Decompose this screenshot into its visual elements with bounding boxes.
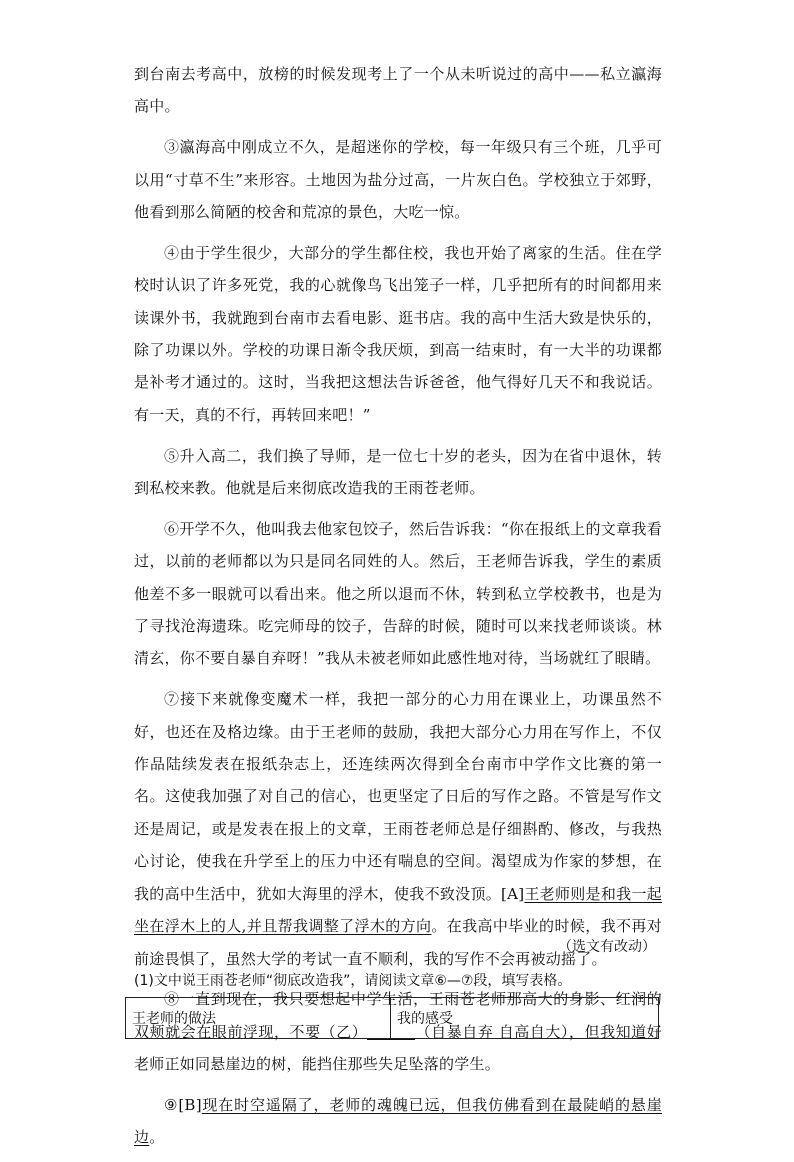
paragraph-9-text-b: 。 xyxy=(149,1128,165,1147)
paragraph-6: ⑥开学不久，他叫我去他家包饺子，然后告诉我：“你在报纸上的文章我看过，以前的老师都以为只是同名同姓的人。然后，王老师告诉我，学生的素质他差不多一眼就可以看出来。他之所以退而不休，转到私立学校教书，也是为了寻找沧海遗珠。吃完师母的饺子，告辞的时候，随时可以来找老师谈谈。林清玄，你不要自暴自弃呀！”我从未被老师如此感性地对待，当场就红了眼睛。 xyxy=(134,519,662,668)
paragraph-7 xyxy=(134,683,662,975)
table-header-my-feelings: 我的感受 xyxy=(391,998,659,1039)
underlined-sentence-a: 王老师则是和我一起坐在浮木上的人,并且帮我调整了浮木的方向 xyxy=(134,884,662,936)
paragraph-7-text-a: ⑦接下来就像变魔术一样，我把一部分的心力用在课业上，功课虽然不好，也还在及格边缘。由于王老师的鼓励，我把大部分心力用在写作上，不仅作品陆续发表在报纸杂志上，还连续两次得到全台南市中学作文比赛的第一名。这使我加强了对自己的信心，也更坚定了日后的写作之路。不管是写作文还是周记，或是发表在报上的文章，王雨苍老师总是仔细斟酌、修改，与我热心讨论，使我在升学至上的压力中还有喘息的空间。渴望成为作家的梦想，在我的高中生活中，犹如大海里的浮木，使我不致没顶。[A] xyxy=(134,690,662,903)
paragraph-7-text-b: 。在我高中毕业的时候，我不再对前途畏惧了，虽然大学的考试一直不顺利，我的写作不会再被动摇了。 xyxy=(134,917,662,968)
paragraph-8-text-a: ⑧一直到现在，我只要想起中学生活，王雨苍老师那高大的身影、红润的双颊就会在眼前浮现，不要（乙） xyxy=(134,990,662,1041)
answer-table xyxy=(125,997,659,1039)
paragraph-8-text-b: （自暴自弃 自高自大），但我知道好老师正如同悬崖边的树，能挡住那些失足坠落的学生。 xyxy=(134,1022,662,1074)
question-1: (1)文中说王雨苍老师“彻底改造我”，请阅读文章⑥—⑦段，填写表格。 xyxy=(134,973,572,989)
paragraph-9 xyxy=(134,1089,662,1154)
underlined-sentence-b: 现在时空遥隔了，老师的魂魄已远，但我仿佛看到在最陡峭的悬崖边 xyxy=(134,1095,662,1147)
paragraph-5: ⑤升入高二，我们换了导师，是一位七十岁的老头，因为在省中退休，转到私校来教。他就是后来彻底改造我的王雨苍老师。 xyxy=(134,446,662,498)
paragraph-3: ③瀛海高中刚成立不久，是超迷你的学校，每一年级只有三个班，几乎可以用“寸草不生”来形容。土地因为盐分过高，一片灰白色。学校独立于郊野，他看到那么简陋的校舍和荒凉的景色，大吃一惊。 xyxy=(134,138,662,222)
paragraph-2-tail: 到台南去考高中，放榜的时候发现考上了一个从未听说过的高中——私立瀛海高中。 xyxy=(134,65,662,116)
table-header-teacher-actions: 王老师的做法 xyxy=(126,998,391,1039)
table-row xyxy=(126,998,659,1039)
paragraph-9-text-a: ⑨[B] xyxy=(164,1095,202,1114)
paragraph-4: ④由于学生很少，大部分的学生都住校，我也开始了离家的生活。住在学校时认识了许多死党，我的心就像鸟飞出笼子一样，几乎把所有的时间都用来读课外书，我就跑到台南市去看电影、逛书店。我的高中生活大致是快乐的，除了功课以外。学校的功课日渐令我厌烦，到高一结束时，有一大半的功课都是补考才通过的。这时，当我把这想法告诉爸爸，他气得好几天不和我说话。有一天，真的不行，再转回来吧！” xyxy=(134,243,662,424)
source-note: （选文有改动） xyxy=(558,939,656,955)
